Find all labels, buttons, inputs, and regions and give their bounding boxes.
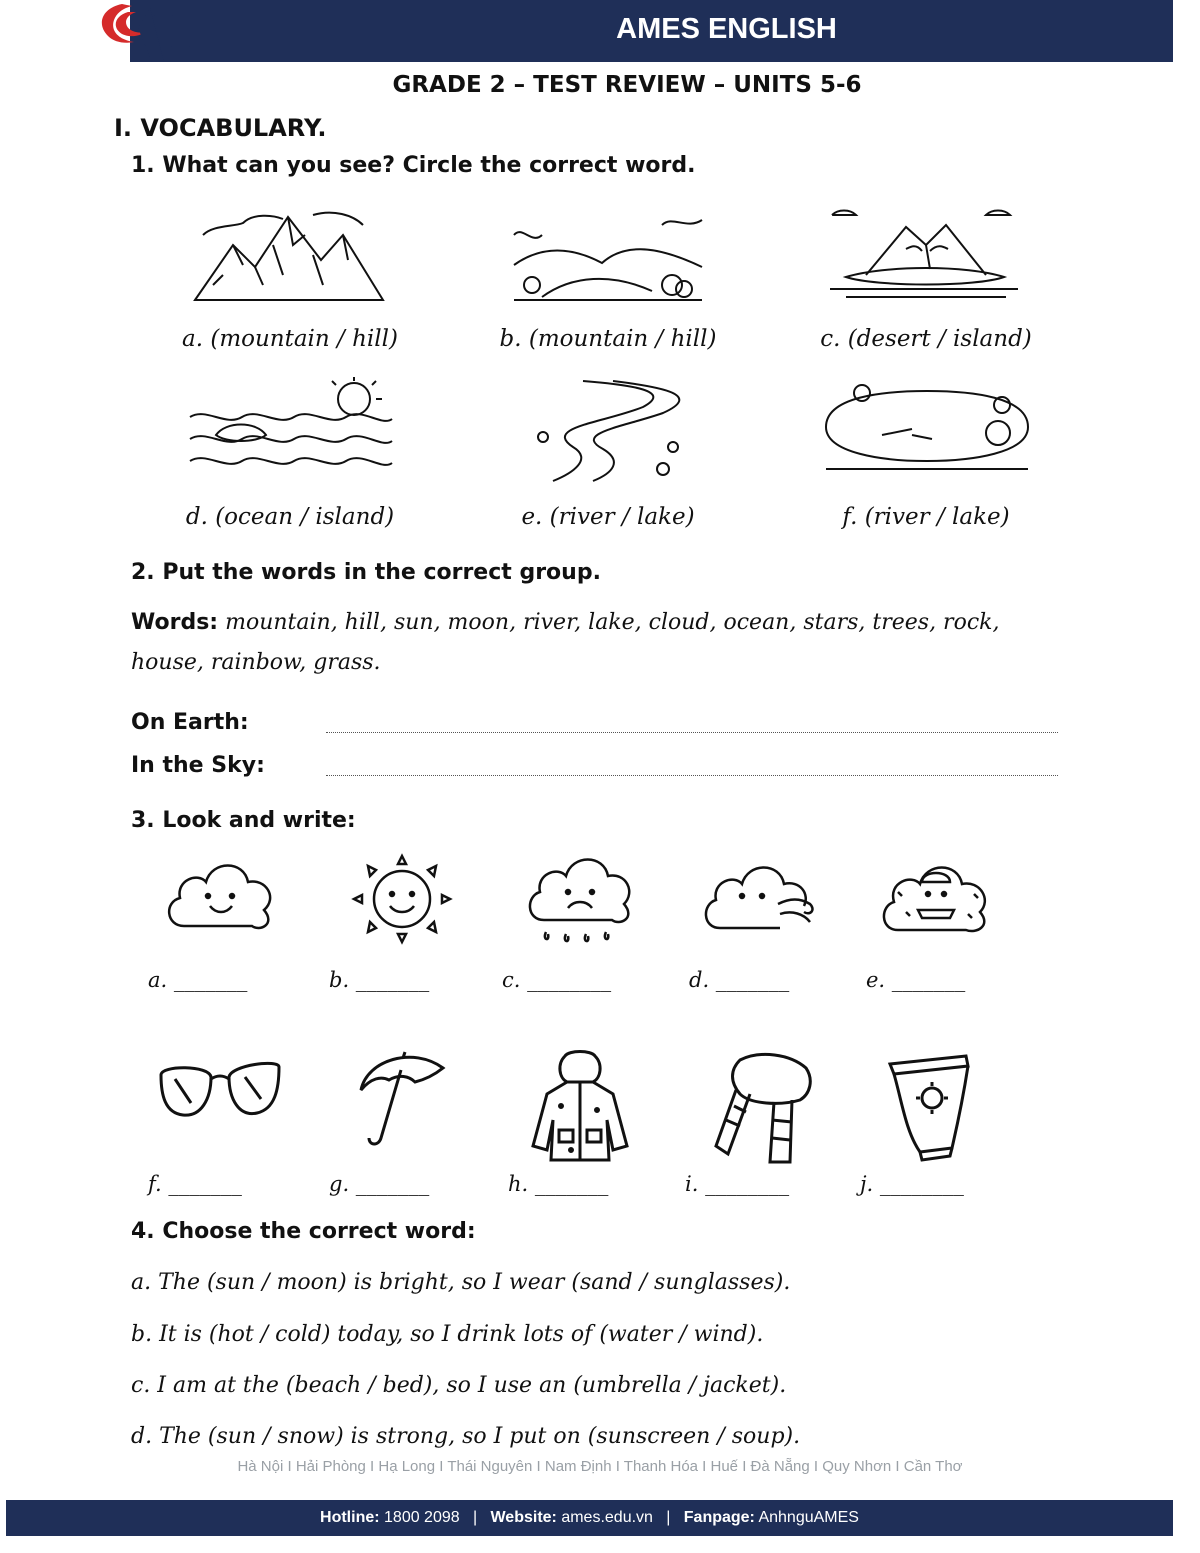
- words-line-1: mountain, hill, sun, moon, river, lake, cloud, ocean, stars, trees, rock,: [218, 610, 1000, 635]
- fanpage-link[interactable]: AnhnguAMES: [758, 1509, 859, 1526]
- rainy-icon: [524, 854, 636, 948]
- river-icon: [513, 377, 705, 483]
- footer-bar: Hotline: 1800 2098 | Website: ames.edu.vn | Fanpage: AnhnguAMES: [6, 1500, 1173, 1536]
- hotline-label: Hotline:: [320, 1509, 380, 1526]
- words-label: Words:: [131, 610, 219, 635]
- on-earth-answer-line[interactable]: [326, 731, 1058, 733]
- sunglasses-icon: [155, 1055, 285, 1127]
- fanpage-label: Fanpage:: [683, 1509, 755, 1526]
- website-label: Website:: [490, 1509, 557, 1526]
- raincoat-icon: [527, 1050, 633, 1166]
- snowy-icon: [878, 852, 996, 940]
- lake-icon: [822, 377, 1032, 477]
- umbrella-icon: [353, 1050, 449, 1154]
- ex3-blank-f[interactable]: f. _______: [148, 1172, 242, 1196]
- hills-icon: [512, 205, 704, 305]
- word-bank: [131, 610, 1081, 635]
- exercise-1-heading: 1. What can you see? Circle the correct word.: [131, 153, 696, 178]
- in-the-sky-answer-line[interactable]: [326, 774, 1058, 776]
- sunny-icon: [350, 852, 454, 946]
- ex3-blank-e[interactable]: e. _______: [866, 968, 966, 992]
- ex3-blank-c[interactable]: c. ________: [502, 968, 612, 992]
- ex3-blank-i[interactable]: i. ________: [685, 1172, 790, 1196]
- ex1-label-a: a. (mountain / hill): [182, 326, 398, 352]
- footer-city-list: Hà Nội I Hải Phòng I Hạ Long I Thái Nguyên I Nam Định I Thanh Hóa I Huế I Đà Nẵng I Quy Nhơn I Cần Thơ: [237, 1458, 963, 1475]
- ex3-blank-a[interactable]: a. _______: [148, 968, 248, 992]
- ex3-blank-g[interactable]: g. _______: [329, 1172, 430, 1196]
- ex4-sentence-d: d. The (sun / snow) is strong, so I put on (sunscreen / soup).: [131, 1424, 801, 1449]
- cloudy-icon: [162, 854, 278, 934]
- exercise-2-heading: 2. Put the words in the correct group.: [131, 560, 601, 585]
- ex3-blank-b[interactable]: b. _______: [329, 968, 430, 992]
- ex1-label-d: d. (ocean / island): [185, 504, 395, 530]
- section-vocabulary-heading: I. VOCABULARY.: [114, 114, 327, 142]
- windy-icon: [700, 854, 820, 938]
- ocean-icon: [186, 377, 394, 483]
- exercise-3-heading: 3. Look and write:: [131, 808, 356, 833]
- website-link[interactable]: ames.edu.vn: [561, 1509, 653, 1526]
- ex1-label-f: f. (river / lake): [842, 504, 1010, 530]
- hotline-number[interactable]: 1800 2098: [384, 1509, 460, 1526]
- header-bar: [130, 0, 1173, 62]
- words-line-2: house, rainbow, grass.: [131, 650, 381, 675]
- on-earth-label: On Earth:: [131, 710, 249, 735]
- ex3-blank-j[interactable]: j. ________: [860, 1172, 964, 1196]
- ex1-label-c: c. (desert / island): [820, 326, 1032, 352]
- scarf-icon: [710, 1050, 816, 1168]
- island-icon: [826, 205, 1022, 305]
- ames-logo-icon: [94, 0, 204, 62]
- brand-title: AMES ENGLISH: [616, 13, 837, 45]
- exercise-4-heading: 4. Choose the correct word:: [131, 1219, 476, 1244]
- page-title: GRADE 2 – TEST REVIEW – UNITS 5-6: [392, 72, 862, 98]
- ex1-label-e: e. (river / lake): [521, 504, 695, 530]
- ex3-blank-h[interactable]: h. _______: [508, 1172, 609, 1196]
- ex3-blank-d[interactable]: d. _______: [689, 968, 790, 992]
- sunscreen-icon: [886, 1052, 972, 1162]
- ex1-label-b: b. (mountain / hill): [499, 326, 717, 352]
- ex4-sentence-a: a. The (sun / moon) is bright, so I wear (sand / sunglasses).: [131, 1270, 791, 1295]
- ex4-sentence-c: c. I am at the (beach / bed), so I use an (umbrella / jacket).: [131, 1373, 787, 1398]
- in-the-sky-label: In the Sky:: [131, 753, 265, 778]
- mountains-icon: [193, 205, 385, 305]
- ex4-sentence-b: b. It is (hot / cold) today, so I drink lots of (water / wind).: [131, 1322, 764, 1347]
